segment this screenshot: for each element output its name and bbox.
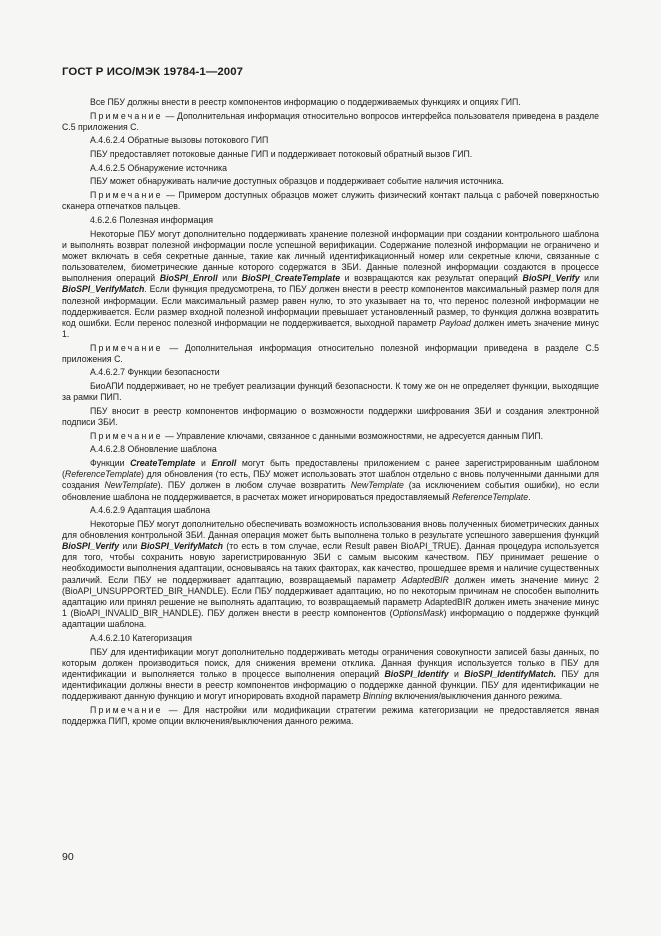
section-heading	[62, 444, 599, 455]
text-run: или	[119, 541, 141, 552]
function-name: BioSPI_Identify	[384, 668, 449, 679]
note-text: — Для настройки или модификации стратегии режима категоризации не предоставляется явная поддержка ПИП, кроме опции включения/выключения данного режима.	[62, 704, 599, 726]
parameter-name: Binning	[363, 691, 393, 702]
text-run: и возвращаются как результат операций	[340, 273, 523, 284]
text-run: должен иметь значение минус 1.	[62, 317, 599, 339]
note-text: — Дополнительная информация относительно полезной информации приведена в разделе С.5 приложения С.	[62, 342, 599, 364]
text-run: Функции	[90, 458, 131, 469]
note-label: Примечание	[90, 110, 163, 121]
note-label: Примечание	[90, 342, 163, 353]
section-heading-text: А.4.6.2.10 Категоризация	[90, 632, 193, 643]
text-run: . Если функция предусмотрена, то ПБУ должен внести в реестр компонентов максимальный размер поля для полезной информации. Если максимальный размер равен нулю, то это указывает на то, что перенос полезной информации не поддерживается. Если размер входной полезной информации превышает установленный размер, то функция должна возвратить код ошибки. Если перенос полезной информации не поддерживается, выходной параметр	[62, 284, 599, 328]
note-label: Примечание	[90, 190, 163, 201]
parameter-name: ReferenceTemplate	[64, 469, 141, 480]
parameter-name: Payload	[439, 317, 471, 328]
text-run: ) для обновления (то есть, ПБУ может использовать этот шаблон отдельно с вновь полученными данными для создания	[62, 469, 599, 491]
function-name: BioSPI_VerifyMatch	[140, 541, 224, 552]
note-label: Примечание	[90, 704, 163, 715]
parameter-name: NewTemplate	[104, 480, 158, 491]
text-run: ). ПБУ должен в любом случае возвратить	[157, 480, 351, 491]
text-run: .	[528, 491, 531, 502]
note	[62, 190, 599, 212]
section-heading-text: А.4.6.2.4 Обратные вызовы потокового ГИП	[90, 135, 269, 146]
section-heading	[62, 367, 599, 378]
parameter-name: OptionsMask	[392, 608, 444, 619]
paragraph-text: БиоАПИ поддерживает, но не требует реализации функций безопасности. К тому же он не определяет функции, выходящие за рамки ПИП.	[62, 381, 599, 403]
parameter-name: ReferenceTemplate	[452, 491, 529, 502]
section-heading	[62, 163, 599, 174]
function-name: BioSPI_IdentifyMatch.	[464, 668, 557, 679]
note	[62, 431, 599, 442]
document-body	[62, 97, 599, 730]
paragraph	[62, 176, 599, 187]
function-name: BioSPI_Verify	[522, 273, 580, 284]
text-run: Некоторые ПБУ могут дополнительно поддерживать хранение полезной информации при создании контрольного шаблона и выполнять возврат полезной информации после успешной верификации. Содержание полезной информации не ограничено и может включать в себя секретные данные, такие как личный идентификационный номер или секретные ключи, связанные с пользователем, биометрические данные которого содержатся в ЗБИ. Данные полезной информации создаются в процессе выполнения операций	[62, 228, 599, 284]
paragraph-payload	[62, 229, 599, 341]
paragraph	[62, 149, 599, 160]
text-run: ПБУ для идентификации могут дополнительно поддерживать методы ограничения совокупности записей базы данных, по которым должен производиться поиск, для снижения времени отклика. Данная функция используется только в ПБУ для идентификации и выполняется только в процессе выполнения операций	[62, 646, 599, 679]
note	[62, 111, 599, 133]
paragraph	[62, 97, 599, 108]
section-heading	[62, 633, 599, 644]
section-heading	[62, 215, 599, 226]
text-run: должен иметь значение минус 2 (BioAPI_UNSUPPORTED_BIR_HANDLE). Если ПБУ поддерживает адаптацию, но по некоторым причинам не способен выполнить адаптацию или принял решение не выполнять адаптацию, то возвращаемый параметр AdaptedBIR должен иметь значение минус 1 (BioAPI_INVALID_BIR_HANDLE). ПБУ должен внести в реестр компонентов (	[62, 574, 599, 619]
paragraph-text: ПБУ вносит в реестр компонентов информацию о возможности поддержки шифрования ЗБИ и создания электронной подписи ЗБИ.	[62, 405, 599, 428]
paragraph	[62, 406, 599, 428]
text-run: ПБУ для идентификации должны внести в реестр компонентов информацию о поддержке данной функции. ПБУ для идентификации не поддерживают данную функцию и могут игнорировать входной параметр	[62, 668, 599, 702]
section-heading	[62, 505, 599, 516]
paragraph-binning	[62, 647, 599, 703]
section-heading-text: А.4.6.2.8 Обновление шаблона	[90, 444, 217, 455]
text-run: и	[448, 668, 465, 679]
parameter-name: NewTemplate	[350, 480, 404, 491]
paragraph-text: Все ПБУ должны внести в реестр компонентов информацию о поддерживаемых функциях и опциях ГИП.	[90, 97, 521, 107]
text-run: или	[579, 273, 600, 284]
paragraph-adaptation	[62, 519, 599, 631]
paragraph-text: ПБУ может обнаруживать наличие доступных образцов и поддерживает событие наличия источника.	[90, 176, 504, 187]
note-text: — Примером доступных образцов может служить физический контакт пальца с рабочей поверхностью сканера отпечатков пальцев.	[62, 190, 599, 212]
paragraph-text: ПБУ предоставляет потоковые данные ГИП и поддерживает потоковый обратный вызов ГИП.	[90, 149, 473, 160]
note	[62, 705, 599, 727]
section-heading-text: А.4.6.2.5 Обнаружение источника	[90, 162, 227, 173]
note-text: — Управление ключами, связанное с данными возможностями, не адресуется данным ПИП.	[162, 430, 544, 441]
paragraph-template-update	[62, 458, 599, 503]
section-heading	[62, 135, 599, 146]
parameter-name: AdaptedBIR	[401, 574, 449, 585]
page-number: 90	[62, 851, 74, 863]
text-run: могут быть предоставлены приложением с ранее зарегистрированным шаблоном (	[62, 458, 600, 480]
function-name: BioSPI_VerifyMatch	[62, 284, 145, 295]
section-heading-text: 4.6.2.6 Полезная информация	[90, 214, 213, 225]
function-name: Enroll	[211, 458, 237, 469]
function-name: BioSPI_CreateTemplate	[241, 273, 341, 284]
page-header-title: ГОСТ Р ИСО/МЭК 19784-1—2007	[62, 66, 244, 78]
paragraph	[62, 381, 599, 403]
section-heading-text: А.4.6.2.7 Функции безопасности	[90, 367, 220, 378]
function-name: BioSPI_Verify	[62, 541, 120, 552]
text-run: ) информацию о поддержке функций адаптации шаблона.	[62, 608, 599, 630]
text-run: (за исключением события ошибки), но если обновление шаблона не поддерживается, в расчетах может игнорироваться предоставляемый	[62, 480, 600, 502]
function-name: BioSPI_Enroll	[159, 273, 218, 284]
note	[62, 343, 599, 365]
text-run: Некоторые ПБУ могут дополнительно обеспечивать возможность использования вновь полученных биометрических данных для обновления контрольной ЗБИ. Данная операция может быть выполнена только в результате успешного завершения функций	[62, 518, 599, 540]
text-run: или	[217, 273, 242, 284]
text-run: включения/выключения данного режима.	[392, 691, 563, 702]
function-name: CreateTemplate	[130, 458, 196, 469]
note-text: — Дополнительная информация относительно вопросов интерфейса пользователя приведена в разделе С.5 приложения С.	[62, 110, 599, 132]
section-heading-text: А.4.6.2.9 Адаптация шаблона	[90, 505, 211, 516]
text-run: и	[195, 458, 212, 469]
note-label: Примечание	[90, 430, 163, 441]
text-run: (то есть в том случае, если Result равен BioAPI_TRUE). Данная процедура используется для того, чтобы сохранить новую зарегистрированную ЗБИ с самым высоким качеством. ПБУ принимает решение о необходимости выполнения адаптации, основываясь на таких факторах, как качество, прошедшее время и наличие существенных различий. Если ПБУ не поддерживает адаптацию, возвращаемый параметр	[62, 541, 599, 585]
